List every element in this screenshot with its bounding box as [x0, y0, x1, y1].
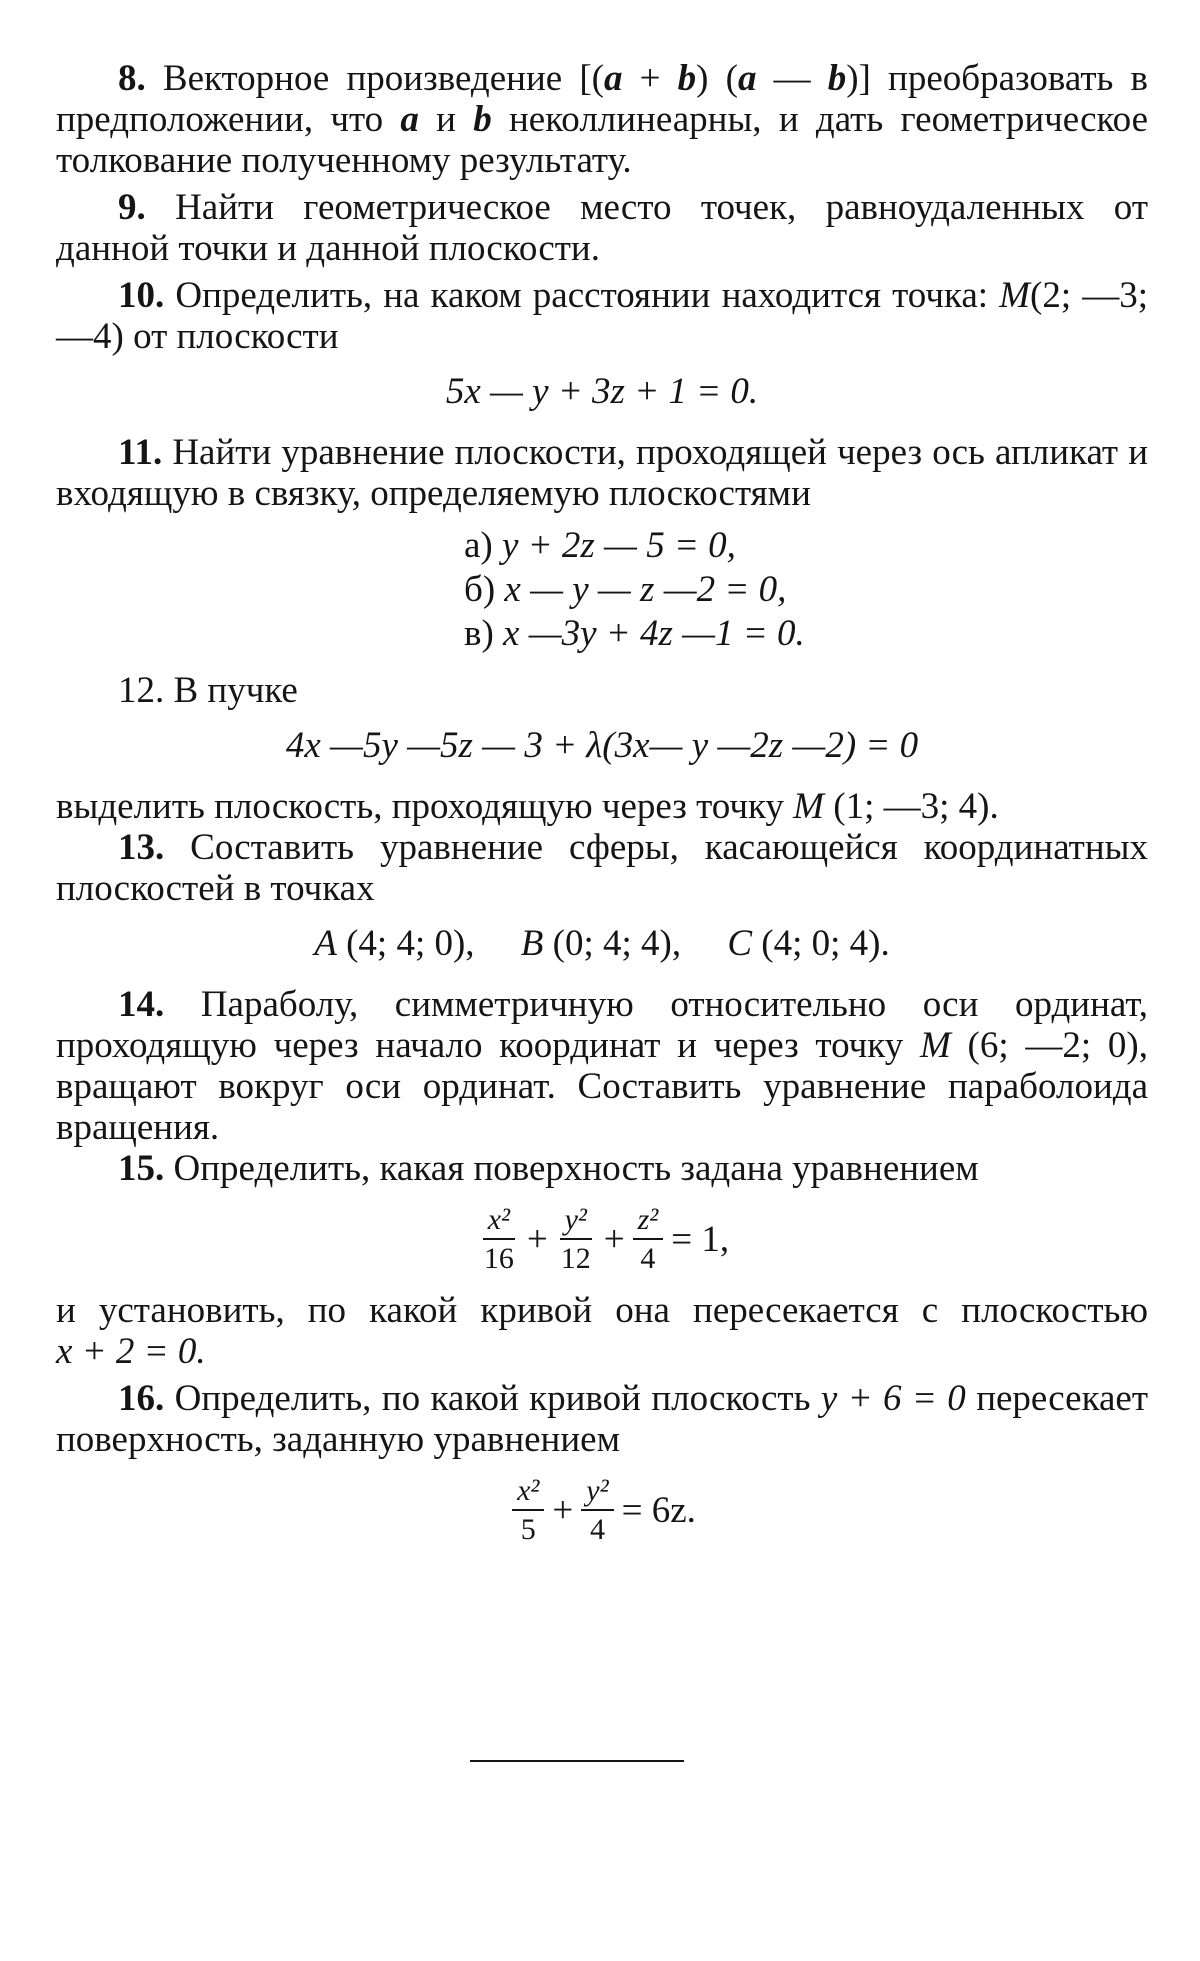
vector-b: b — [827, 58, 847, 99]
problem-text: — — [756, 58, 828, 99]
fraction — [581, 1474, 613, 1547]
problem-9 — [56, 187, 1148, 269]
problem-11 — [56, 432, 1148, 514]
problem-number: 9. — [118, 187, 146, 228]
point-coords: (4; 0; 4). — [752, 923, 890, 964]
plus-sign: + — [552, 1490, 574, 1531]
equation-list — [464, 524, 1148, 656]
equation-label: б) — [464, 569, 505, 610]
point-coords: (1; —3; 4). — [824, 786, 999, 827]
point-name: M — [793, 786, 824, 827]
problem-text: и — [418, 99, 474, 140]
equation-item — [464, 524, 1148, 568]
points-line — [56, 923, 1148, 964]
problem-text: Определить, на каком расстоянии находится точка: — [164, 275, 1000, 316]
equation-block — [56, 725, 1148, 766]
problem-13 — [56, 827, 1148, 909]
problem-number: 14. — [118, 984, 165, 1025]
plane-equation: y + 2z — 5 = 0, — [502, 525, 736, 566]
problem-14 — [56, 984, 1148, 1148]
ellipsoid-equation — [56, 1203, 1148, 1276]
point-name: B — [520, 923, 544, 964]
plane-equation: x — y — z —2 = 0, — [504, 569, 787, 610]
problem-number: 13. — [118, 827, 165, 868]
vector-b: b — [677, 58, 697, 99]
vector-a: a — [400, 99, 419, 140]
problem-number: 15. — [118, 1148, 165, 1189]
numerator: y² — [581, 1474, 613, 1511]
denominator: 16 — [483, 1242, 514, 1275]
problem-text: Составить уравнение сферы, касающейся координатных плоскостей в точках — [56, 827, 1148, 909]
problem-number: 16. — [118, 1378, 165, 1419]
problem-12 — [56, 670, 1148, 711]
numerator: y² — [560, 1203, 592, 1240]
problem-text: (6; —2; 0), вращают вокруг оси ординат. Составить уравнение параболоида вращения. — [56, 1025, 1148, 1148]
point-name: A — [314, 923, 337, 964]
fraction — [633, 1203, 664, 1276]
problem-text: Найти геометрическое место точек, равноудаленных от данной точки и данной плоскости. — [56, 187, 1148, 269]
equation-rhs: = 1, — [671, 1219, 730, 1260]
problem-15 — [56, 1148, 1148, 1189]
fraction — [512, 1474, 544, 1547]
problem-text: Определить, какая поверхность задана уравнением — [164, 1148, 979, 1189]
problem-text: + — [622, 58, 678, 99]
vector-a: a — [737, 58, 757, 99]
problem-text: Найти уравнение плоскости, проходящей через ось апликат и входящую в связку, определяемую плоскостями — [56, 432, 1148, 514]
equation-rhs: = 6z. — [621, 1490, 696, 1531]
problem-text: Векторное произведение [( — [145, 58, 604, 99]
problem-text: Определить, по какой кривой плоскость — [164, 1378, 821, 1419]
plane-equation: 5x — y + 3z + 1 = 0. — [445, 371, 759, 412]
plane-equation: x + 2 = 0. — [56, 1331, 206, 1372]
vector-a: a — [603, 58, 623, 99]
problem-text: неколлинеарны, и дать геометрическое толкование полученному результату. — [56, 99, 1148, 181]
vector-b: b — [473, 99, 492, 140]
paraboloid-equation — [56, 1474, 1148, 1547]
problem-text: пересекает поверхность, заданную уравнением — [56, 1378, 1149, 1460]
numerator: x² — [483, 1203, 515, 1240]
equation-label: в) — [464, 613, 504, 654]
problem-8 — [56, 58, 1148, 181]
fraction — [556, 1203, 596, 1276]
numerator: z² — [633, 1203, 664, 1240]
problem-text: выделить плоскость, проходящую через точку — [56, 786, 794, 827]
denominator: 4 — [589, 1513, 605, 1546]
problem-text: и установить, по какой кривой она пересекается с плоскостью — [56, 1290, 1148, 1331]
point-coords: (4; 4; 0), — [336, 923, 475, 964]
point-coords: (0; 4; 4), — [543, 923, 682, 964]
problem-number: 8. — [118, 58, 146, 99]
equation-block — [56, 371, 1148, 412]
problem-text: В пучке — [164, 670, 298, 711]
pencil-equation: 4x —5y —5z — 3 + λ(3x— y —2z —2) = 0 — [285, 725, 919, 766]
equation-label: а) — [464, 525, 502, 566]
problem-text: ) ( — [696, 58, 738, 99]
point-name: M — [919, 1025, 951, 1066]
equation-item — [464, 568, 1148, 612]
plane-equation: y + 6 = 0 — [820, 1378, 966, 1419]
problem-number: 11. — [118, 432, 163, 473]
problem-16 — [56, 1378, 1148, 1460]
problem-text: )] преобразовать в предположении, что — [56, 58, 1149, 140]
denominator: 5 — [520, 1513, 536, 1546]
plane-equation: x —3y + 4z —1 = 0. — [503, 613, 805, 654]
problem-15-continuation — [56, 1290, 1148, 1372]
point-coords: (2; —3; —4) от плоскости — [56, 275, 1148, 357]
plus-sign: + — [526, 1219, 548, 1260]
denominator: 12 — [560, 1242, 591, 1275]
problem-10 — [56, 275, 1148, 357]
numerator: x² — [512, 1474, 544, 1511]
problem-number: 10. — [118, 275, 165, 316]
equation-item — [464, 612, 1148, 656]
section-end-rule — [470, 1760, 684, 1762]
point-name: M — [999, 275, 1030, 316]
problem-12-continuation — [56, 786, 1148, 827]
plus-sign: + — [603, 1219, 625, 1260]
fraction — [479, 1203, 519, 1276]
problem-number: 12. — [118, 670, 165, 711]
problem-text: Параболу, симметричную относительно оси ординат, проходящую через начало координат и через точку — [56, 984, 1148, 1066]
denominator: 4 — [640, 1242, 656, 1275]
point-name: C — [727, 923, 753, 964]
